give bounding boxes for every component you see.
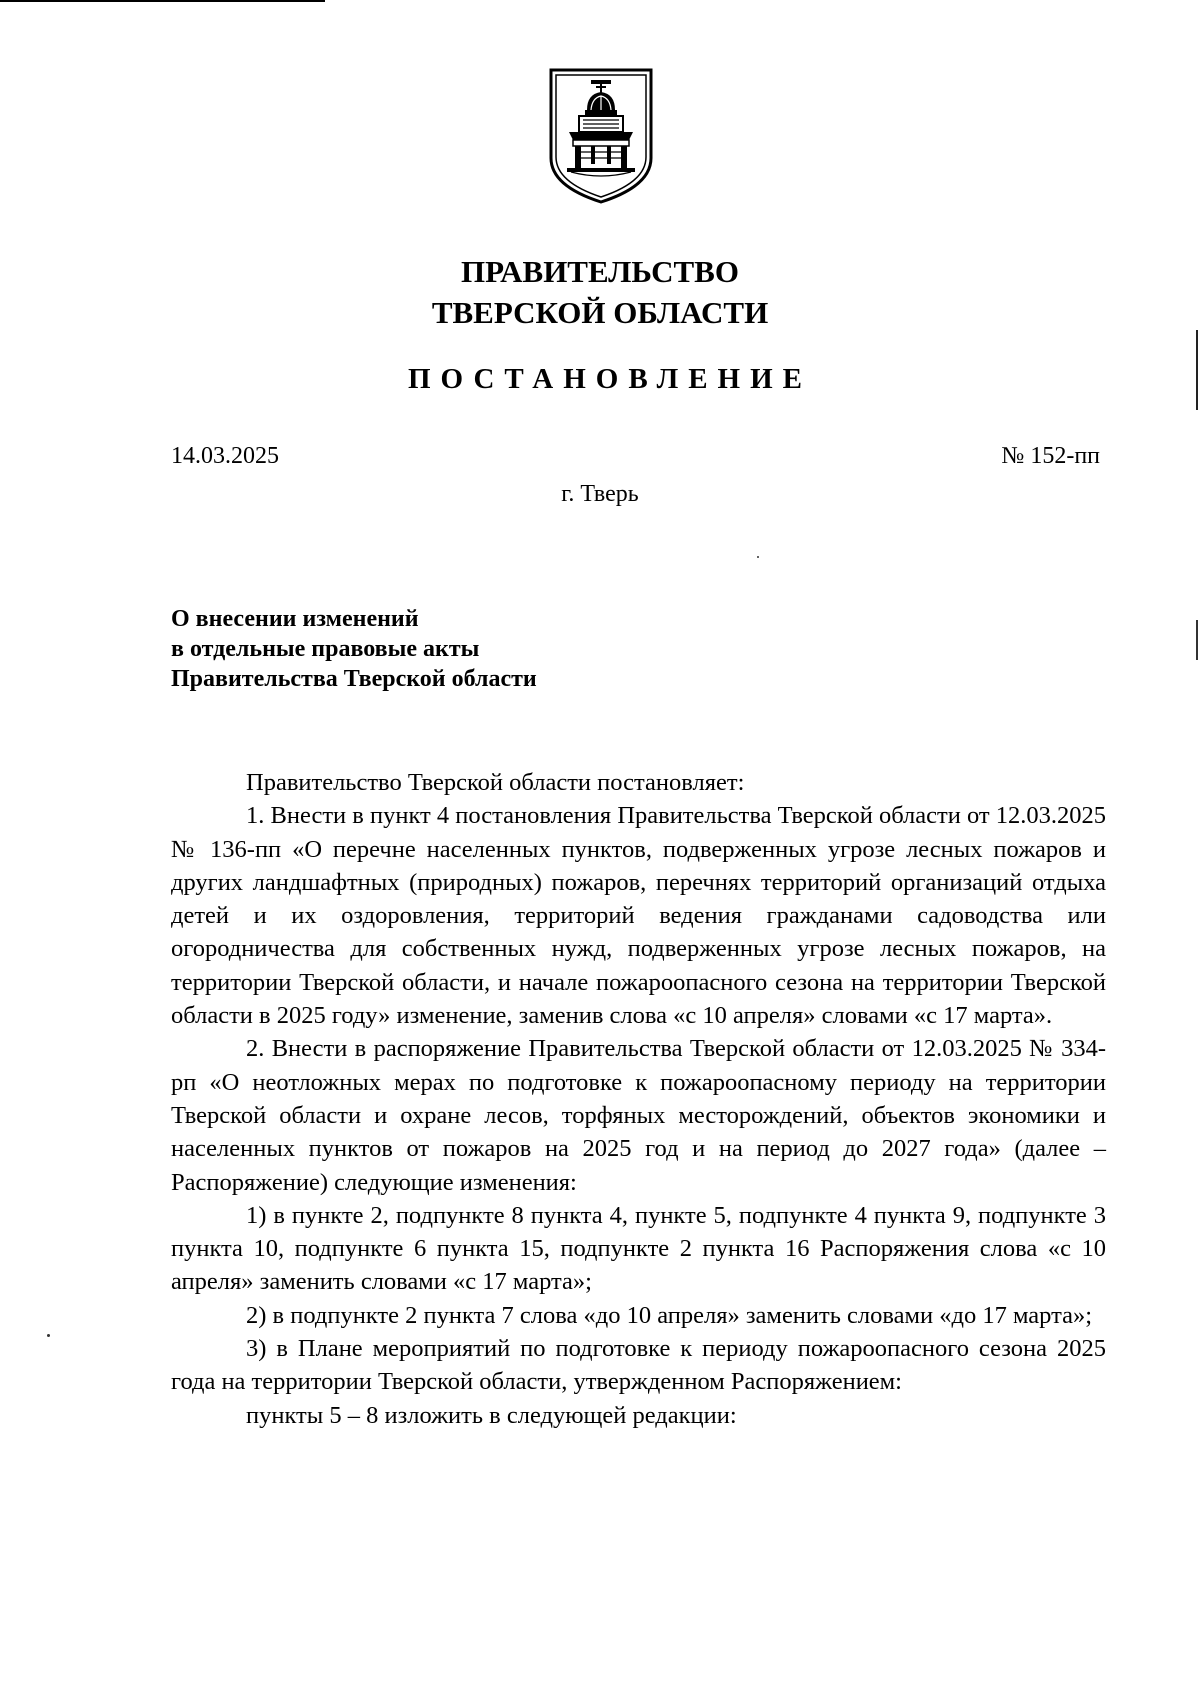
- body-paragraph-points: пункты 5 – 8 изложить в следующей редакции:: [246, 1401, 737, 1429]
- body-paragraph-preamble: Правительство Тверской области постановляет:: [246, 769, 745, 796]
- body-paragraph-item1: 1. Внести в пункт 4 постановления Правительства Тверской области от 12.03.2025 № 136-пп «О перечне населенных пунктов, подверженных угрозе лесных пожаров и других ландшафтных (природных) пожаров, перечнях территорий организаций отдыха детей и их оздоровления, территорий ведения гражданами садоводства или огородничества для собственных нужд, подверженных угрозе лесных пожаров, на территории Тверской области, и начале пожароопасного сезона на территории Тверской области в 2025 году» изменение, заменив слова «с 10 апреля» словами «с 17 марта».: [171, 802, 1106, 1030]
- government-title-line1: ПРАВИТЕЛЬСТВО: [461, 254, 739, 289]
- subject-line2: в отдельные правовые акты: [171, 636, 480, 662]
- document-number: № 152-пп: [1001, 443, 1100, 469]
- scan-speck: [757, 556, 759, 558]
- subject-line1: О внесении изменений: [171, 606, 419, 632]
- tver-coat-of-arms-icon: [545, 66, 657, 206]
- body-paragraph-item2: 2. Внести в распоряжение Правительства Тверской области от 12.03.2025 № 334-рп «О неотложных мерах по подготовке к пожароопасному периоду на территории Тверской области и охране лесов, торфяных месторождений, объектов экономики и населенных пунктов от пожаров на 2025 год и на период до 2027 года» (далее – Распоряжение) следующие изменения:: [171, 1035, 1106, 1196]
- scan-artifact-right-edge-lower: [1196, 620, 1198, 660]
- government-title: [0, 251, 1200, 333]
- scan-speck: [47, 1334, 50, 1337]
- body-paragraph-subitem3: 3) в Плане мероприятий по подготовке к периоду пожароопасного сезона 2025 года на территории Тверской области, утвержденном Распоряжением:: [171, 1335, 1106, 1396]
- body-paragraph-subitem2: 2) в подпункте 2 пункта 7 слова «до 10 апреля» заменить словами «до 17 марта»;: [246, 1301, 1093, 1329]
- document-subject: [171, 604, 537, 694]
- government-title-line2: ТВЕРСКОЙ ОБЛАСТИ: [431, 295, 769, 330]
- document-type: ПОСТАНОВЛЕНИЕ: [407, 363, 812, 395]
- body-paragraph-subitem1: 1) в пункте 2, подпункте 8 пункта 4, пункте 5, подпункте 4 пункта 9, подпункте 3 пункта 10, подпункте 6 пункта 15, подпункте 2 пункта 16 Распоряжения слова «с 10 апреля» заменить словами «с 17 марта»;: [171, 1201, 1106, 1296]
- scan-artifact-top-line: [0, 0, 325, 2]
- document-city: г. Тверь: [561, 481, 639, 507]
- subject-line3: Правительства Тверской области: [171, 666, 537, 692]
- document-date: 14.03.2025: [171, 443, 279, 469]
- document-body: [171, 766, 1106, 1432]
